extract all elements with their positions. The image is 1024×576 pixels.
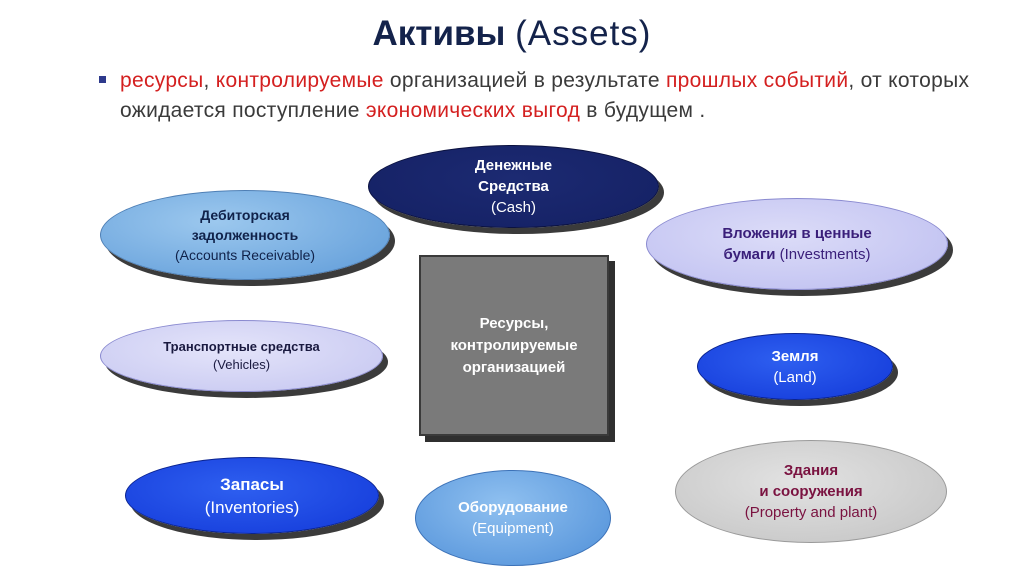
node-buildings-english: (Property and plant) bbox=[744, 504, 878, 521]
node-inventories-russian: Запасы bbox=[220, 474, 284, 494]
node-buildings-line2: и сооружения bbox=[759, 483, 863, 500]
node-investments-line2-wrap bbox=[724, 244, 871, 265]
node-investments bbox=[646, 198, 948, 290]
node-vehicles-english: (Vehicles) bbox=[212, 357, 271, 372]
title-russian: Активы bbox=[372, 14, 506, 53]
node-accounts-receivable bbox=[100, 190, 390, 280]
node-equipment-russian: Оборудование bbox=[458, 499, 568, 516]
node-equipment bbox=[415, 470, 611, 566]
def-segment: ресурсы bbox=[120, 69, 204, 92]
node-cash-english: (Cash) bbox=[490, 199, 536, 216]
center-resources-box bbox=[419, 255, 609, 436]
node-cash-line2: Средства bbox=[478, 178, 549, 195]
page-title bbox=[0, 14, 1024, 54]
node-cash bbox=[368, 145, 659, 228]
node-vehicles-russian: Транспортные средства bbox=[163, 339, 320, 354]
node-receivable-english: (Accounts Receivable) bbox=[174, 247, 316, 263]
node-receivable-line1: Дебиторская bbox=[200, 207, 290, 223]
def-segment: организацией в результате bbox=[383, 69, 666, 92]
node-investments-english: (Investments) bbox=[779, 246, 871, 263]
node-land-russian: Земля bbox=[771, 347, 819, 365]
definition-text bbox=[120, 66, 1010, 126]
def-segment: в будущем . bbox=[580, 99, 706, 122]
node-cash-line1: Денежные bbox=[474, 157, 553, 174]
def-segment: контролируемые bbox=[215, 69, 384, 92]
node-vehicles bbox=[100, 320, 383, 392]
node-land-english: (Land) bbox=[773, 368, 817, 386]
node-investments-line2: бумаги bbox=[723, 246, 776, 263]
def-segment: , bbox=[203, 69, 216, 92]
def-segment: экономических выгод bbox=[365, 99, 581, 122]
bullet-square-icon bbox=[99, 76, 106, 83]
def-segment: прошлых событий bbox=[665, 69, 849, 92]
node-inventories-english: (Inventories) bbox=[204, 497, 300, 517]
center-label: Ресурсы, контролируемые организацией bbox=[450, 314, 578, 376]
node-receivable-line2: задолженность bbox=[191, 227, 299, 243]
node-buildings bbox=[675, 440, 947, 543]
node-land bbox=[697, 333, 893, 400]
node-buildings-line1: Здания bbox=[783, 462, 839, 479]
title-english: (Assets) bbox=[515, 14, 652, 53]
def-segment: , от которых ожидается поступление bbox=[120, 69, 970, 122]
node-equipment-english: (Equipment) bbox=[472, 520, 554, 537]
node-inventories bbox=[125, 457, 379, 534]
node-investments-line1: Вложения в ценные bbox=[722, 225, 872, 242]
